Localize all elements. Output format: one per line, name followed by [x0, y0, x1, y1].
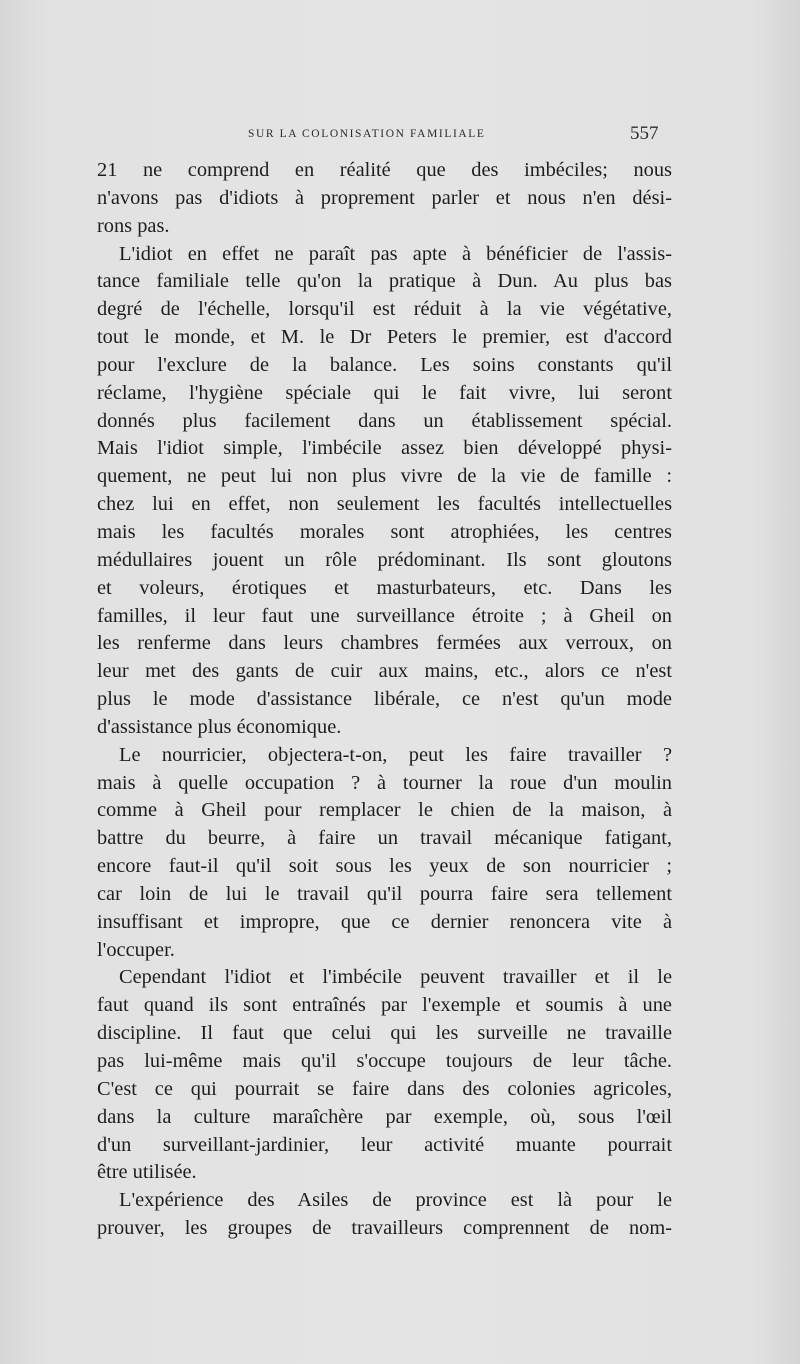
paragraph-1	[97, 157, 672, 241]
running-head	[0, 123, 800, 148]
paragraph-4	[97, 964, 672, 1187]
text-line: battre du beurre, à faire un travail mécanique fatigant,	[97, 827, 672, 850]
text-line: prouver, les groupes de travailleurs comprennent de nom-	[97, 1217, 672, 1240]
text-line: réclame, l'hygiène spéciale qui le fait vivre, lui seront	[97, 381, 672, 404]
text-line: tance familiale telle qu'on la pratique à Dun. Au plus bas	[97, 270, 672, 293]
text-line: n'avons pas d'idiots à proprement parler et nous n'en dési-	[97, 186, 672, 209]
running-title: SUR LA COLONISATION FAMILIALE	[248, 128, 486, 140]
text-line: donnés plus facilement dans un établissement spécial.	[97, 409, 672, 432]
text-line: pas lui-même mais qu'il s'occupe toujours de leur tâche.	[97, 1050, 672, 1072]
text-line: C'est ce qui pourrait se faire dans des colonies agricoles,	[97, 1077, 672, 1100]
text-line: Cependant l'idiot et l'imbécile peuvent travailler et il le	[119, 966, 672, 989]
text-line: l'occuper.	[97, 938, 175, 961]
paragraph-2	[97, 241, 672, 742]
text-line: tout le monde, et M. le Dr Peters le premier, est d'accord	[97, 326, 672, 349]
body-text	[97, 157, 672, 1243]
text-line: mais à quelle occupation ? à tourner la roue d'un moulin	[97, 771, 672, 794]
text-line: rons pas.	[97, 214, 170, 237]
text-line: insuffisant et impropre, que ce dernier renoncera vite à	[97, 910, 672, 933]
text-line: encore faut-il qu'il soit sous les yeux de son nourricier ;	[97, 855, 672, 878]
text-line: dans la culture maraîchère par exemple, où, sous l'œil	[97, 1105, 672, 1128]
text-line: comme à Gheil pour remplacer le chien de la maison, à	[97, 799, 672, 822]
text-line: d'un surveillant-jardinier, leur activité muante pourrait	[97, 1133, 672, 1156]
text-line: faut quand ils sont entraînés par l'exemple et soumis à une	[97, 994, 672, 1017]
text-line: et voleurs, érotiques et masturbateurs, etc. Dans les	[97, 576, 672, 599]
text-line: discipline. Il faut que celui qui les surveille ne travaille	[97, 1022, 672, 1045]
text-line: Mais l'idiot simple, l'imbécile assez bien développé physi-	[97, 437, 672, 460]
page-number: 557	[630, 123, 659, 144]
text-line: leur met des gants de cuir aux mains, etc., alors ce n'est	[97, 660, 672, 683]
text-line: quement, ne peut lui non plus vivre de la vie de famille :	[97, 465, 672, 488]
text-line: car loin de lui le travail qu'il pourra faire sera tellement	[97, 882, 672, 905]
text-line: L'expérience des Asiles de province est là pour le	[119, 1189, 672, 1212]
text-line: chez lui en effet, non seulement les facultés intellectuelles	[97, 493, 672, 516]
text-line: 21 ne comprend en réalité que des imbéciles; nous	[97, 159, 672, 181]
paragraph-5	[97, 1187, 672, 1243]
text-line: les renferme dans leurs chambres fermées aux verroux, on	[97, 632, 672, 655]
text-line: Le nourricier, objectera-t-on, peut les faire travailler ?	[119, 743, 672, 766]
text-line: pour l'exclure de la balance. Les soins constants qu'il	[97, 353, 672, 376]
text-line: familles, il leur faut une surveillance étroite ; à Gheil on	[97, 604, 672, 627]
text-line: plus le mode d'assistance libérale, ce n'est qu'un mode	[97, 688, 672, 711]
text-line: L'idiot en effet ne paraît pas apte à bénéficier de l'assis-	[119, 242, 672, 265]
text-line: médullaires jouent un rôle prédominant. Ils sont gloutons	[97, 548, 672, 571]
text-line: degré de l'échelle, lorsqu'il est réduit à la vie végétative,	[97, 298, 672, 321]
text-line: mais les facultés morales sont atrophiées, les centres	[97, 520, 672, 543]
text-line: d'assistance plus économique.	[97, 715, 342, 738]
text-line: être utilisée.	[97, 1161, 197, 1184]
paragraph-3	[97, 742, 672, 965]
